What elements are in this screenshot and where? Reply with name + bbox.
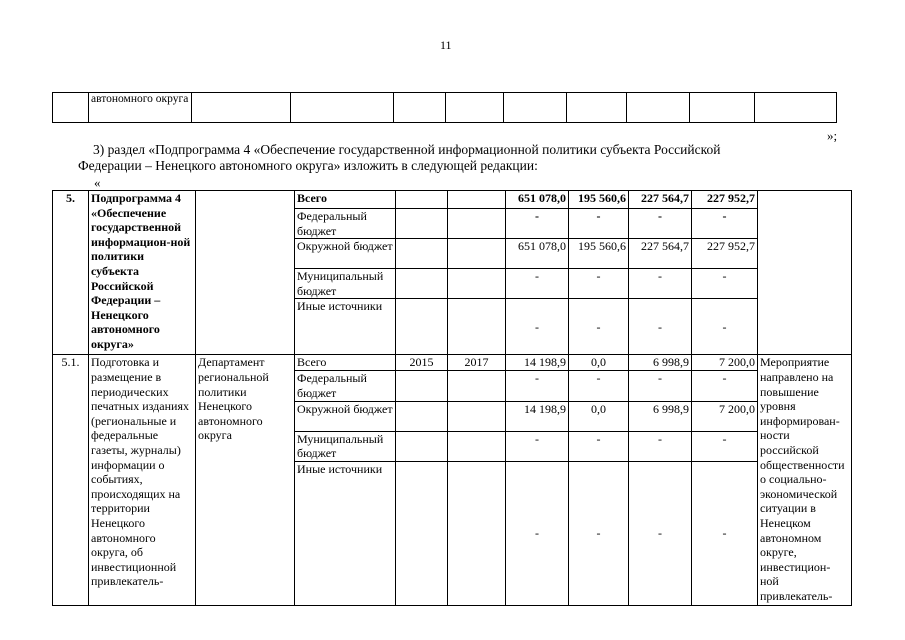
year1-value: -	[569, 269, 629, 299]
subprogram-name: Подпрограмма 4 «Обеспечение государственной информацион-ной политики субъекта Российской Федерации – Ненецкого автономного округа»	[89, 191, 196, 355]
subprogram-table	[52, 190, 852, 606]
activity-name: Подготовка и размещение в периодических печатных изданиях (региональные и федеральные газеты, журналы) информации о событиях, происходящих на территории Ненецкого автономного округа, об инвестиционной привлекатель-	[89, 355, 196, 605]
cell	[448, 191, 506, 209]
total-value: 14 198,9	[506, 401, 569, 431]
year2-value: -	[629, 299, 692, 355]
cell	[396, 461, 448, 605]
closing-quote: »;	[827, 128, 838, 143]
source-label: Федеральный бюджет	[295, 371, 396, 401]
cell	[396, 401, 448, 431]
year1-value: 195 560,6	[569, 191, 629, 209]
year3-value: 7 200,0	[692, 401, 758, 431]
year2-value: -	[629, 461, 692, 605]
year1-value: -	[569, 431, 629, 461]
cell	[448, 461, 506, 605]
row-number: 5.	[53, 191, 89, 355]
year3-value: -	[692, 431, 758, 461]
year2-value: -	[629, 371, 692, 401]
year2-value: -	[629, 269, 692, 299]
executor-cell: Департамент региональной политики Ненецкого автономного округа	[196, 355, 295, 605]
cell	[53, 93, 89, 123]
source-label: Всего	[295, 191, 396, 209]
total-value: -	[506, 209, 569, 239]
cell	[448, 431, 506, 461]
year2-value: -	[629, 209, 692, 239]
year3-value: 227 952,7	[692, 239, 758, 269]
cell	[567, 93, 627, 123]
total-value: 14 198,9	[506, 355, 569, 371]
cell	[755, 93, 837, 123]
page-number: 11	[440, 38, 452, 52]
cell	[448, 239, 506, 269]
cell	[627, 93, 690, 123]
cell	[448, 269, 506, 299]
source-label: Федеральный бюджет	[295, 209, 396, 239]
source-label: Всего	[295, 355, 396, 371]
cell	[396, 371, 448, 401]
source-label: Окружной бюджет	[295, 239, 396, 269]
cell	[396, 431, 448, 461]
total-value: 651 078,0	[506, 239, 569, 269]
cell	[192, 93, 291, 123]
result-cell	[758, 191, 852, 355]
year2-value: -	[629, 431, 692, 461]
year3-value: -	[692, 461, 758, 605]
cell: автономного округа	[89, 93, 192, 123]
year1-value: 0,0	[569, 355, 629, 371]
total-value: 651 078,0	[506, 191, 569, 209]
cell	[504, 93, 567, 123]
cell	[396, 191, 448, 209]
year1-value: -	[569, 461, 629, 605]
year1-value: 0,0	[569, 401, 629, 431]
year1-value: 195 560,6	[569, 239, 629, 269]
end-year: 2017	[448, 355, 506, 371]
instruction-paragraph	[78, 142, 838, 174]
cell	[448, 371, 506, 401]
table-row	[53, 191, 852, 209]
total-value: -	[506, 371, 569, 401]
cell	[448, 209, 506, 239]
cell	[394, 93, 446, 123]
cell	[396, 209, 448, 239]
source-label: Иные источники	[295, 299, 396, 355]
cell	[291, 93, 394, 123]
year2-value: 227 564,7	[629, 191, 692, 209]
table-row	[53, 355, 852, 371]
source-label: Муниципальный бюджет	[295, 431, 396, 461]
year3-value: 7 200,0	[692, 355, 758, 371]
year2-value: 6 998,9	[629, 355, 692, 371]
executor-cell	[196, 191, 295, 355]
cell	[396, 239, 448, 269]
cell	[690, 93, 755, 123]
source-label: Иные источники	[295, 461, 396, 605]
cell	[448, 401, 506, 431]
source-label: Окружной бюджет	[295, 401, 396, 431]
year3-value: -	[692, 209, 758, 239]
paragraph-line-2: Федерации – Ненецкого автономного округа» изложить в следующей редакции:	[78, 158, 538, 173]
paragraph-line-1: 3) раздел «Подпрограмма 4 «Обеспечение государственной информационной политики субъекта Российской	[93, 142, 721, 157]
total-value: -	[506, 299, 569, 355]
result-cell: Мероприятие направлено на повышение уровня информирован-ности российской общественности о социально-экономической ситуации в Ненецком автономном округе, инвестицион-ной привлекатель-	[758, 355, 852, 605]
opening-quote: «	[94, 175, 101, 190]
continued-table	[52, 92, 837, 123]
year1-value: -	[569, 209, 629, 239]
year1-value: -	[569, 299, 629, 355]
source-label: Муниципальный бюджет	[295, 269, 396, 299]
cell	[396, 269, 448, 299]
year2-value: 227 564,7	[629, 239, 692, 269]
year3-value: -	[692, 299, 758, 355]
cell	[396, 299, 448, 355]
year3-value: 227 952,7	[692, 191, 758, 209]
row-number: 5.1.	[53, 355, 89, 605]
total-value: -	[506, 431, 569, 461]
year2-value: 6 998,9	[629, 401, 692, 431]
total-value: -	[506, 461, 569, 605]
total-value: -	[506, 269, 569, 299]
cell	[446, 93, 504, 123]
year3-value: -	[692, 269, 758, 299]
cell	[448, 299, 506, 355]
year1-value: -	[569, 371, 629, 401]
start-year: 2015	[396, 355, 448, 371]
year3-value: -	[692, 371, 758, 401]
